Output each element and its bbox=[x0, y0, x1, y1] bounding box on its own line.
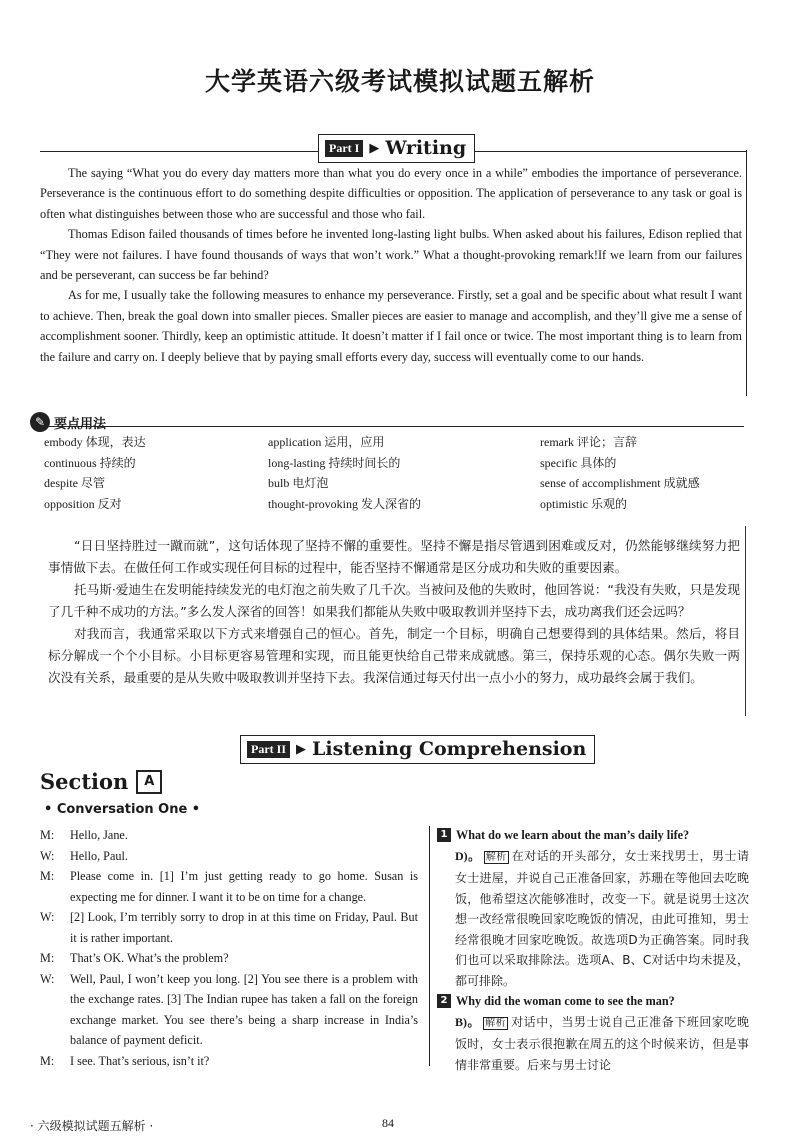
vocab-item: remark 评论；言辞 bbox=[540, 435, 637, 449]
vocab-item: continuous 持续的 bbox=[44, 455, 136, 470]
vocab-item: application 运用，应用 bbox=[268, 435, 385, 449]
utterance: I see. That’s serious, isn’t it? bbox=[70, 1053, 210, 1068]
answer-key: D)。 bbox=[455, 848, 481, 863]
speaker: M: bbox=[40, 828, 55, 842]
question-text: What do we learn about the man’s daily life? bbox=[456, 828, 690, 842]
speaker: W: bbox=[40, 971, 55, 986]
vocab-grid bbox=[44, 432, 744, 514]
utterance: [2] Look, I’m terribly sorry to drop in at this time on Friday, Paul. But it is rather important. bbox=[70, 910, 418, 945]
play-arrow-icon: ▶ bbox=[369, 140, 380, 156]
vocab-item: despite 尽管 bbox=[44, 476, 105, 490]
analysis-text: 对话中，当男士说自己正准备下班回家吃晚饭时，女士表示很抱歉在周五的这个时候来访，但是事情非常重要。后来与男士讨论 bbox=[455, 1014, 749, 1072]
vocab-rule bbox=[44, 426, 744, 427]
dialogue-turn bbox=[40, 969, 418, 1051]
essay-side-rule bbox=[746, 150, 747, 396]
answer-body bbox=[437, 1012, 749, 1076]
section-label: Section bbox=[40, 769, 129, 794]
translation bbox=[48, 535, 740, 689]
utterance: Hello, Jane. bbox=[70, 828, 128, 842]
utterance: That’s OK. What’s the problem? bbox=[70, 951, 229, 965]
question-number: 2 bbox=[437, 994, 451, 1008]
part2-name: Listening Comprehension bbox=[312, 738, 587, 760]
translation-paragraph: “日日坚持胜过一蹴而就”，这句话体现了坚持不懈的重要性。坚持不懈是指尽管遇到困难或反对，仍然能够继续努力把事情做下去。在做任何工作或实现任何目标的过程中，能否坚持不懈通常是区分成功和失败的重要因素。 bbox=[48, 538, 740, 575]
part1-rule-right bbox=[466, 151, 746, 152]
conversation-title: • Conversation One • bbox=[44, 802, 201, 817]
dialogue-turn bbox=[40, 846, 418, 867]
vocab-item: bulb 电灯泡 bbox=[268, 476, 329, 490]
part2-header bbox=[240, 735, 595, 764]
question bbox=[437, 991, 749, 1012]
part1-tag: Part I bbox=[325, 140, 363, 157]
vocab-heading bbox=[30, 412, 106, 432]
speaker: W: bbox=[40, 910, 55, 924]
essay bbox=[40, 163, 742, 367]
answer-key: B)。 bbox=[455, 1014, 481, 1029]
section-badge: A bbox=[136, 770, 162, 794]
essay-paragraph: Thomas Edison failed thousands of times before he invented long-lasting light bulbs. When asked about his failures, Edison replied that “They were not failures. I have found thousands of ways that won’t work.” What a thought-provoking remark!If we learn from our failures and be perseverant, can success be far behind? bbox=[40, 227, 742, 283]
footer-label: · 六级模拟试题五解析 · bbox=[30, 1119, 154, 1133]
utterance: Please come in. [1] I’m just getting ready to go home. Susan is expecting me for dinner. I want it to be on time for a change. bbox=[70, 869, 418, 904]
vocab-item: optimistic 乐观的 bbox=[540, 496, 628, 511]
vocab-item: thought-provoking 发人深省的 bbox=[268, 496, 421, 511]
pencil-icon: ✎ bbox=[30, 412, 50, 432]
dialogue-turn bbox=[40, 1051, 418, 1072]
translation-paragraph: 对我而言，我通常采取以下方式来增强自己的恒心。首先，制定一个目标，明确自己想要得到的具体结果。然后，将目标分解成一个个小目标。小目标更容易管理和实现，而且能更快给自己带来成就感。第三，保持乐观的心态。偶尔失败一两次没有关系，最重要的是从失败中吸取教训并坚持下去。我深信通过每天付出一点小小的努力，成功最终会属于我们。 bbox=[48, 626, 740, 685]
vocab-heading-text: 要点用法 bbox=[54, 416, 107, 432]
vocab-item: opposition 反对 bbox=[44, 496, 122, 511]
answer-body bbox=[437, 846, 749, 992]
question-number: 1 bbox=[437, 828, 451, 842]
answer-analysis bbox=[437, 825, 749, 1075]
dialogue-turn bbox=[40, 825, 418, 846]
page-title: 大学英语六级考试模拟试题五解析 bbox=[204, 67, 595, 96]
vocab-item: embody 体现，表达 bbox=[44, 435, 146, 449]
page-number: 84 bbox=[382, 1116, 394, 1130]
vocab-item: long-lasting 持续时间长的 bbox=[268, 455, 401, 470]
vocab-item: specific 具体的 bbox=[540, 455, 617, 470]
section-title bbox=[40, 769, 162, 794]
vocab-item: sense of accomplishment 成就感 bbox=[540, 476, 700, 490]
question bbox=[437, 825, 749, 846]
dialogue-turn bbox=[40, 948, 418, 969]
speaker: M: bbox=[40, 869, 55, 883]
analysis-tag: 解析 bbox=[485, 851, 507, 863]
analysis-text: 在对话的开头部分，女士来找男士，男士请女士进屋，并说自己正准备回家，苏珊在等他回去吃晚饭，他希望这次能够准时，改变一下。就是说男士这次想一改经常很晚回家吃晚饭的情况，由此可推知，男士经常很晚才回家吃晚饭。故选项D为正确答案。同时我们也可以采取排除法。选项A、B、C对话中均未提及，都可排除。 bbox=[455, 848, 749, 988]
play-arrow-icon: ▶ bbox=[296, 741, 306, 757]
speaker: M: bbox=[40, 1053, 55, 1068]
part1-rule-left bbox=[40, 151, 318, 152]
dialogue-turn bbox=[40, 907, 418, 948]
utterance: Well, Paul, I won’t keep you long. [2] You see there is a problem with the exchange rates. [3] The Indian rupee has taken a fall on the foreign exchange market. You see there’s being a sharp increase in India’s balance of payment deficit. bbox=[70, 971, 418, 1047]
dialogue-turn bbox=[40, 866, 418, 907]
question-text: Why did the woman come to see the man? bbox=[456, 994, 675, 1008]
utterance: Hello, Paul. bbox=[70, 848, 128, 863]
part2-tag: Part II bbox=[247, 741, 290, 758]
analysis-tag: 解析 bbox=[485, 1017, 507, 1029]
part1-header bbox=[318, 134, 475, 163]
translation-paragraph: 托马斯·爱迪生在发明能持续发光的电灯泡之前失败了几千次。当被问及他的失败时，他回答说：“我没有失败，只是发现了几千种不成功的方法。”多么发人深省的回答！如果我们都能从失败中吸取教训并坚持下去，成功离我们还会远吗？ bbox=[48, 582, 740, 619]
essay-paragraph: As for me, I usually take the following measures to enhance my perseverance. Firstly, set a goal and be specific about what result I want to achieve. Then, break the goal down into smaller pieces. Smaller pieces are easier to manage and accomplish, and they’ll give me a sense of accomplishment sooner. Thirdly, keep an optimistic attitude. It doesn’t matter if I fail once or twice. The most important thing is to learn from the failure and carry on. I deeply believe that by paying small efforts every day, success will eventually come to our hands. bbox=[40, 288, 742, 364]
column-divider bbox=[429, 826, 430, 1066]
part1-name: Writing bbox=[385, 137, 467, 159]
translation-side-rule bbox=[745, 526, 746, 716]
speaker: M: bbox=[40, 951, 55, 965]
essay-paragraph: The saying “What you do every day matters more than what you do every once in a while” embodies the importance of perseverance. Perseverance is the continuous effort to do something despite difficulties or opposition. The application of perseverance to any task or goal is often what distinguishes between those who are successful and those who fail. bbox=[40, 166, 742, 221]
speaker: W: bbox=[40, 848, 55, 863]
dialogue bbox=[40, 825, 418, 1071]
